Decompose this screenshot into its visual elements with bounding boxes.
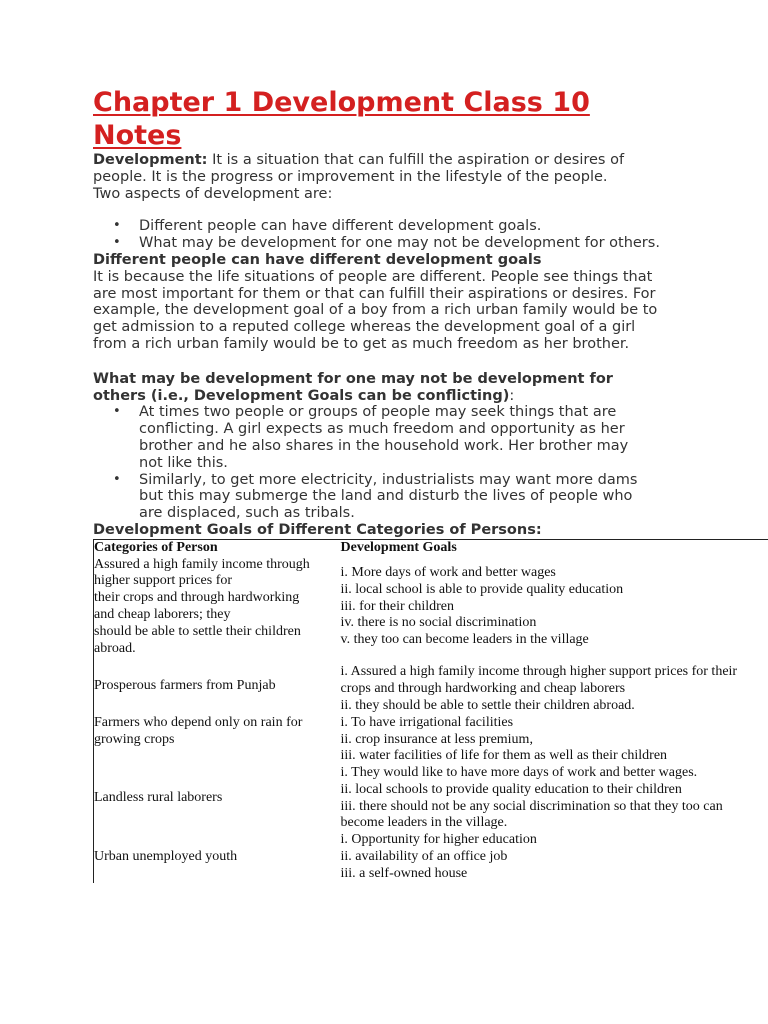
- column-header: Categories of Person: [94, 539, 341, 556]
- goals-cell: i. More days of work and better wages ii. local school is able to provide quality education iii. for their children iv. there is no social discrimination v. they too can become leaders in the village: [340, 564, 624, 648]
- person-cell: Prosperous farmers from Punjab: [94, 657, 341, 714]
- goals-cell: i. They would like to have more days of work and better wages. ii. local schools to provide quality education to their children iii. there should not be any social discrimination so that they too can become leaders in the village.: [340, 765, 723, 831]
- table-row: [94, 657, 768, 714]
- section-heading: Different people can have different development goals: [93, 251, 542, 268]
- intro-label: Development:: [93, 152, 208, 168]
- table-header-row: [94, 539, 768, 556]
- section-paragraph: It is because the life situations of people are different. People see things that are most important for them or that can fulfill their aspirations or desires. For example, the development goal of a boy from a rich urban family would be to get admission to a reputed college whereas the development goal of a girl from a rich urban family would be to get as much freedom as her brother.: [93, 268, 658, 352]
- document-body: [93, 86, 768, 883]
- goals-cell: i. Opportunity for higher education ii. availability of an office job iii. a self-owned house: [340, 832, 537, 881]
- aspects-list: [93, 218, 768, 252]
- intro-paragraph: Development: It is a situation that can fulfill the aspiration or desires of people. It is the progress or improvement in the lifestyle of the people. Two aspects of development are:: [93, 152, 625, 202]
- table-row: [94, 832, 768, 882]
- list-item: • Similarly, to get more electricity, industrialists may want more dams but this may submerge the land and disturb the lives of people who are displaced, such as tribals.: [93, 472, 668, 522]
- page-title: Chapter 1 Development Class 10 Notes: [93, 87, 590, 151]
- list-item: • What may be development for one may not be development for others.: [93, 235, 768, 252]
- table-row: [94, 557, 768, 658]
- person-cell: Assured a high family income through higher support prices for their crops and through hardworking and cheap laborers; they should be able to settle their children abroad.: [94, 557, 341, 658]
- person-cell: Urban unemployed youth: [94, 832, 341, 882]
- conflict-list: [93, 404, 768, 522]
- person-cell: Landless rural laborers: [94, 765, 341, 832]
- person-cell: Farmers who depend only on rain for growing crops: [94, 715, 341, 765]
- table-row: [94, 715, 768, 765]
- section-heading: What may be development for one may not be development for others (i.e., Development Goals can be conflicting):: [93, 370, 613, 404]
- goals-table: [93, 539, 768, 883]
- table-row: [94, 765, 768, 832]
- column-header: Development Goals: [340, 539, 457, 555]
- list-item: • At times two people or groups of people may seek things that are conflicting. A girl expects as much freedom and opportunity as her brother and he also shares in the household work. Her brother may not like this.: [93, 404, 668, 471]
- goals-cell: i. Assured a high family income through higher support prices for their crops and through hardworking and cheap laborers ii. they should be able to settle their children abroad.: [340, 664, 738, 713]
- table-caption: Development Goals of Different Categories of Persons:: [93, 521, 542, 538]
- list-item: • Different people can have different development goals.: [93, 218, 768, 235]
- goals-cell: i. To have irrigational facilities ii. crop insurance at less premium, iii. water facilities of life for them as well as their children: [340, 714, 668, 764]
